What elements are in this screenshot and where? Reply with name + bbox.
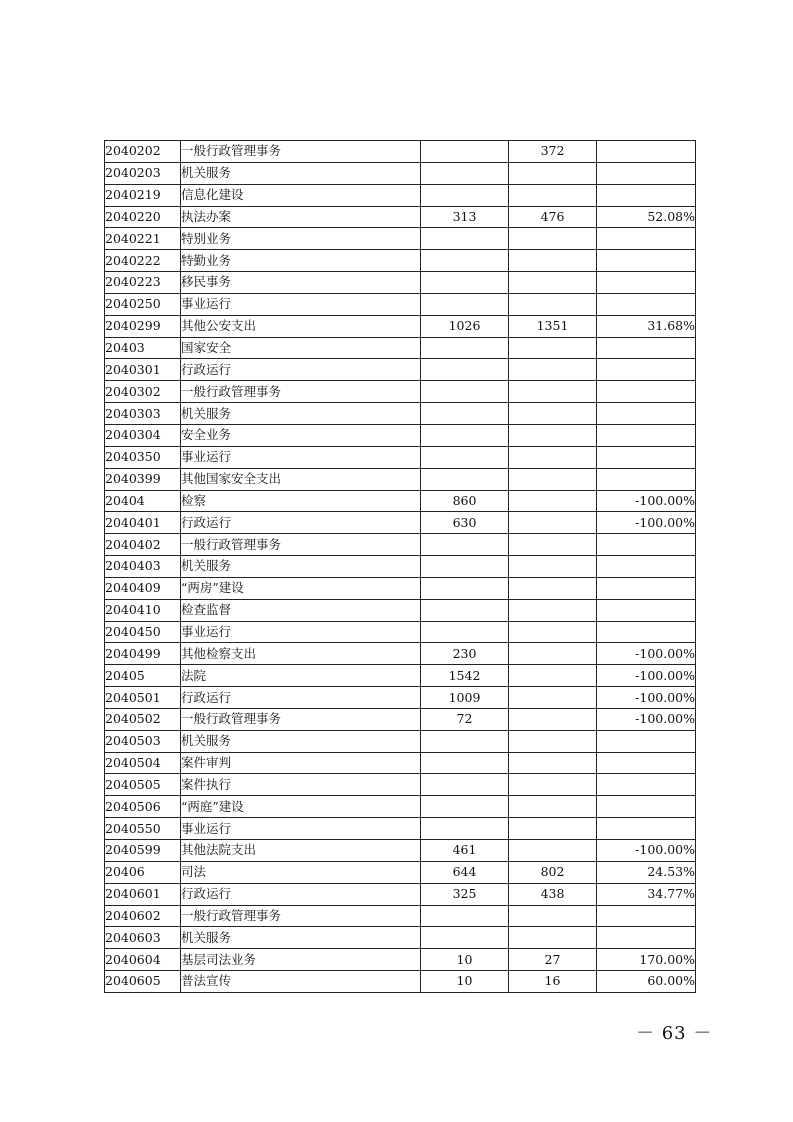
item-code-cell: 2040603 bbox=[105, 927, 181, 949]
table-row bbox=[105, 752, 696, 774]
item-name-cell: 司法 bbox=[181, 861, 421, 883]
change-rate-cell: -100.00% bbox=[597, 708, 696, 730]
prev-amount-cell bbox=[421, 556, 509, 578]
prev-amount-cell: 313 bbox=[421, 206, 509, 228]
item-code-cell: 2040219 bbox=[105, 184, 181, 206]
table-row bbox=[105, 293, 696, 315]
prev-amount-cell bbox=[421, 381, 509, 403]
table-row bbox=[105, 687, 696, 709]
current-amount-cell bbox=[509, 927, 597, 949]
table-row bbox=[105, 446, 696, 468]
change-rate-cell: 24.53% bbox=[597, 861, 696, 883]
change-rate-cell bbox=[597, 927, 696, 949]
prev-amount-cell bbox=[421, 446, 509, 468]
table-row bbox=[105, 643, 696, 665]
item-code-cell: 2040401 bbox=[105, 512, 181, 534]
change-rate-cell bbox=[597, 468, 696, 490]
item-name-cell: 检察 bbox=[181, 490, 421, 512]
table-row bbox=[105, 818, 696, 840]
table-row bbox=[105, 424, 696, 446]
change-rate-cell bbox=[597, 141, 696, 163]
table-row bbox=[105, 206, 696, 228]
table-row bbox=[105, 708, 696, 730]
prev-amount-cell bbox=[421, 621, 509, 643]
table-row bbox=[105, 905, 696, 927]
table-row bbox=[105, 381, 696, 403]
item-name-cell: 事业运行 bbox=[181, 293, 421, 315]
table-row bbox=[105, 621, 696, 643]
change-rate-cell bbox=[597, 184, 696, 206]
prev-amount-cell: 230 bbox=[421, 643, 509, 665]
item-code-cell: 20403 bbox=[105, 337, 181, 359]
current-amount-cell: 476 bbox=[509, 206, 597, 228]
prev-amount-cell bbox=[421, 468, 509, 490]
table-row bbox=[105, 184, 696, 206]
change-rate-cell bbox=[597, 359, 696, 381]
item-code-cell: 20406 bbox=[105, 861, 181, 883]
change-rate-cell bbox=[597, 293, 696, 315]
table-row bbox=[105, 162, 696, 184]
change-rate-cell bbox=[597, 818, 696, 840]
item-name-cell: 基层司法业务 bbox=[181, 949, 421, 971]
prev-amount-cell bbox=[421, 774, 509, 796]
item-name-cell: 执法办案 bbox=[181, 206, 421, 228]
item-code-cell: 2040399 bbox=[105, 468, 181, 490]
item-name-cell: 事业运行 bbox=[181, 621, 421, 643]
item-name-cell: 特别业务 bbox=[181, 228, 421, 250]
table-row bbox=[105, 971, 696, 993]
change-rate-cell bbox=[597, 534, 696, 556]
prev-amount-cell bbox=[421, 162, 509, 184]
change-rate-cell bbox=[597, 752, 696, 774]
item-code-cell: 2040450 bbox=[105, 621, 181, 643]
item-code-cell: 2040601 bbox=[105, 883, 181, 905]
change-rate-cell: -100.00% bbox=[597, 665, 696, 687]
prev-amount-cell bbox=[421, 424, 509, 446]
table-row bbox=[105, 577, 696, 599]
table-row bbox=[105, 774, 696, 796]
change-rate-cell bbox=[597, 621, 696, 643]
change-rate-cell bbox=[597, 381, 696, 403]
item-code-cell: 2040203 bbox=[105, 162, 181, 184]
current-amount-cell bbox=[509, 905, 597, 927]
item-name-cell: 一般行政管理事务 bbox=[181, 905, 421, 927]
table-row bbox=[105, 730, 696, 752]
current-amount-cell bbox=[509, 599, 597, 621]
item-name-cell: 行政运行 bbox=[181, 359, 421, 381]
prev-amount-cell bbox=[421, 337, 509, 359]
table-row bbox=[105, 272, 696, 294]
item-name-cell: 机关服务 bbox=[181, 927, 421, 949]
change-rate-cell bbox=[597, 272, 696, 294]
current-amount-cell bbox=[509, 490, 597, 512]
current-amount-cell bbox=[509, 840, 597, 862]
current-amount-cell bbox=[509, 359, 597, 381]
table-row bbox=[105, 599, 696, 621]
item-code-cell: 2040350 bbox=[105, 446, 181, 468]
prev-amount-cell bbox=[421, 905, 509, 927]
prev-amount-cell bbox=[421, 228, 509, 250]
item-code-cell: 2040499 bbox=[105, 643, 181, 665]
item-name-cell: 其他公安支出 bbox=[181, 315, 421, 337]
prev-amount-cell bbox=[421, 272, 509, 294]
table-row bbox=[105, 228, 696, 250]
item-name-cell: “两房”建设 bbox=[181, 577, 421, 599]
prev-amount-cell: 10 bbox=[421, 949, 509, 971]
current-amount-cell bbox=[509, 796, 597, 818]
table-row bbox=[105, 840, 696, 862]
prev-amount-cell: 10 bbox=[421, 971, 509, 993]
current-amount-cell bbox=[509, 184, 597, 206]
change-rate-cell bbox=[597, 730, 696, 752]
current-amount-cell bbox=[509, 162, 597, 184]
current-amount-cell bbox=[509, 577, 597, 599]
prev-amount-cell: 72 bbox=[421, 708, 509, 730]
budget-table bbox=[104, 140, 696, 993]
change-rate-cell bbox=[597, 162, 696, 184]
current-amount-cell: 802 bbox=[509, 861, 597, 883]
table-row bbox=[105, 403, 696, 425]
current-amount-cell bbox=[509, 752, 597, 774]
item-code-cell: 2040602 bbox=[105, 905, 181, 927]
item-name-cell: 案件审判 bbox=[181, 752, 421, 774]
current-amount-cell bbox=[509, 534, 597, 556]
item-code-cell: 2040222 bbox=[105, 250, 181, 272]
item-code-cell: 2040504 bbox=[105, 752, 181, 774]
item-code-cell: 2040221 bbox=[105, 228, 181, 250]
current-amount-cell bbox=[509, 272, 597, 294]
item-name-cell: 机关服务 bbox=[181, 730, 421, 752]
item-name-cell: 安全业务 bbox=[181, 424, 421, 446]
item-name-cell: 行政运行 bbox=[181, 883, 421, 905]
current-amount-cell bbox=[509, 293, 597, 315]
prev-amount-cell: 1026 bbox=[421, 315, 509, 337]
current-amount-cell bbox=[509, 228, 597, 250]
change-rate-cell: -100.00% bbox=[597, 490, 696, 512]
change-rate-cell: 34.77% bbox=[597, 883, 696, 905]
change-rate-cell bbox=[597, 250, 696, 272]
item-name-cell: 行政运行 bbox=[181, 512, 421, 534]
item-code-cell: 2040302 bbox=[105, 381, 181, 403]
prev-amount-cell: 325 bbox=[421, 883, 509, 905]
prev-amount-cell bbox=[421, 141, 509, 163]
item-name-cell: 事业运行 bbox=[181, 446, 421, 468]
item-name-cell: 信息化建设 bbox=[181, 184, 421, 206]
item-name-cell: 特勤业务 bbox=[181, 250, 421, 272]
current-amount-cell bbox=[509, 643, 597, 665]
table-body bbox=[105, 141, 696, 993]
item-name-cell: 机关服务 bbox=[181, 403, 421, 425]
table-row bbox=[105, 359, 696, 381]
prev-amount-cell bbox=[421, 403, 509, 425]
change-rate-cell: 52.08% bbox=[597, 206, 696, 228]
item-code-cell: 2040550 bbox=[105, 818, 181, 840]
change-rate-cell bbox=[597, 577, 696, 599]
item-code-cell: 2040410 bbox=[105, 599, 181, 621]
item-code-cell: 2040599 bbox=[105, 840, 181, 862]
change-rate-cell bbox=[597, 796, 696, 818]
prev-amount-cell bbox=[421, 359, 509, 381]
item-code-cell: 2040502 bbox=[105, 708, 181, 730]
item-name-cell: 其他法院支出 bbox=[181, 840, 421, 862]
current-amount-cell bbox=[509, 556, 597, 578]
change-rate-cell bbox=[597, 228, 696, 250]
change-rate-cell: 31.68% bbox=[597, 315, 696, 337]
item-code-cell: 2040605 bbox=[105, 971, 181, 993]
table-row bbox=[105, 556, 696, 578]
current-amount-cell: 372 bbox=[509, 141, 597, 163]
item-name-cell: 一般行政管理事务 bbox=[181, 381, 421, 403]
item-code-cell: 2040202 bbox=[105, 141, 181, 163]
item-name-cell: 移民事务 bbox=[181, 272, 421, 294]
item-code-cell: 2040303 bbox=[105, 403, 181, 425]
change-rate-cell bbox=[597, 905, 696, 927]
item-code-cell: 2040301 bbox=[105, 359, 181, 381]
prev-amount-cell: 461 bbox=[421, 840, 509, 862]
current-amount-cell bbox=[509, 250, 597, 272]
change-rate-cell bbox=[597, 446, 696, 468]
item-code-cell: 2040501 bbox=[105, 687, 181, 709]
current-amount-cell bbox=[509, 446, 597, 468]
item-code-cell: 2040220 bbox=[105, 206, 181, 228]
table-row bbox=[105, 949, 696, 971]
item-code-cell: 2040223 bbox=[105, 272, 181, 294]
current-amount-cell bbox=[509, 730, 597, 752]
item-code-cell: 2040506 bbox=[105, 796, 181, 818]
prev-amount-cell bbox=[421, 599, 509, 621]
item-code-cell: 2040604 bbox=[105, 949, 181, 971]
current-amount-cell: 16 bbox=[509, 971, 597, 993]
change-rate-cell: 60.00% bbox=[597, 971, 696, 993]
current-amount-cell bbox=[509, 818, 597, 840]
item-code-cell: 2040250 bbox=[105, 293, 181, 315]
item-code-cell: 2040409 bbox=[105, 577, 181, 599]
item-name-cell: 案件执行 bbox=[181, 774, 421, 796]
current-amount-cell bbox=[509, 403, 597, 425]
prev-amount-cell bbox=[421, 796, 509, 818]
prev-amount-cell: 860 bbox=[421, 490, 509, 512]
prev-amount-cell bbox=[421, 250, 509, 272]
item-name-cell: 事业运行 bbox=[181, 818, 421, 840]
item-name-cell: 机关服务 bbox=[181, 162, 421, 184]
prev-amount-cell bbox=[421, 730, 509, 752]
table-row bbox=[105, 512, 696, 534]
current-amount-cell bbox=[509, 468, 597, 490]
change-rate-cell bbox=[597, 599, 696, 621]
table-row bbox=[105, 468, 696, 490]
table-row bbox=[105, 796, 696, 818]
prev-amount-cell: 1542 bbox=[421, 665, 509, 687]
current-amount-cell bbox=[509, 424, 597, 446]
current-amount-cell bbox=[509, 512, 597, 534]
item-name-cell: 检查监督 bbox=[181, 599, 421, 621]
prev-amount-cell bbox=[421, 818, 509, 840]
page-number: － 63 － bbox=[636, 1023, 713, 1044]
prev-amount-cell: 630 bbox=[421, 512, 509, 534]
table-row bbox=[105, 883, 696, 905]
change-rate-cell: -100.00% bbox=[597, 643, 696, 665]
current-amount-cell bbox=[509, 621, 597, 643]
current-amount-cell bbox=[509, 708, 597, 730]
item-code-cell: 20405 bbox=[105, 665, 181, 687]
change-rate-cell: -100.00% bbox=[597, 840, 696, 862]
change-rate-cell: 170.00% bbox=[597, 949, 696, 971]
prev-amount-cell: 1009 bbox=[421, 687, 509, 709]
prev-amount-cell: 644 bbox=[421, 861, 509, 883]
current-amount-cell bbox=[509, 381, 597, 403]
item-name-cell: 一般行政管理事务 bbox=[181, 141, 421, 163]
prev-amount-cell bbox=[421, 184, 509, 206]
current-amount-cell bbox=[509, 774, 597, 796]
table-row bbox=[105, 534, 696, 556]
prev-amount-cell bbox=[421, 534, 509, 556]
prev-amount-cell bbox=[421, 927, 509, 949]
table-row bbox=[105, 927, 696, 949]
item-name-cell: 其他国家安全支出 bbox=[181, 468, 421, 490]
current-amount-cell: 27 bbox=[509, 949, 597, 971]
item-code-cell: 2040503 bbox=[105, 730, 181, 752]
table-row bbox=[105, 141, 696, 163]
current-amount-cell bbox=[509, 337, 597, 359]
prev-amount-cell bbox=[421, 752, 509, 774]
current-amount-cell: 1351 bbox=[509, 315, 597, 337]
change-rate-cell bbox=[597, 774, 696, 796]
current-amount-cell: 438 bbox=[509, 883, 597, 905]
current-amount-cell bbox=[509, 665, 597, 687]
item-code-cell: 2040299 bbox=[105, 315, 181, 337]
table-row bbox=[105, 337, 696, 359]
table-row bbox=[105, 315, 696, 337]
item-code-cell: 2040505 bbox=[105, 774, 181, 796]
change-rate-cell bbox=[597, 424, 696, 446]
item-name-cell: “两庭”建设 bbox=[181, 796, 421, 818]
item-name-cell: 普法宣传 bbox=[181, 971, 421, 993]
prev-amount-cell bbox=[421, 293, 509, 315]
item-code-cell: 20404 bbox=[105, 490, 181, 512]
current-amount-cell bbox=[509, 687, 597, 709]
item-code-cell: 2040304 bbox=[105, 424, 181, 446]
change-rate-cell: -100.00% bbox=[597, 687, 696, 709]
item-name-cell: 国家安全 bbox=[181, 337, 421, 359]
table-row bbox=[105, 665, 696, 687]
change-rate-cell bbox=[597, 556, 696, 578]
change-rate-cell bbox=[597, 403, 696, 425]
change-rate-cell: -100.00% bbox=[597, 512, 696, 534]
table-row bbox=[105, 490, 696, 512]
item-name-cell: 机关服务 bbox=[181, 556, 421, 578]
prev-amount-cell bbox=[421, 577, 509, 599]
item-name-cell: 一般行政管理事务 bbox=[181, 708, 421, 730]
item-code-cell: 2040402 bbox=[105, 534, 181, 556]
item-name-cell: 法院 bbox=[181, 665, 421, 687]
item-name-cell: 一般行政管理事务 bbox=[181, 534, 421, 556]
change-rate-cell bbox=[597, 337, 696, 359]
table-row bbox=[105, 861, 696, 883]
table-row bbox=[105, 250, 696, 272]
item-name-cell: 行政运行 bbox=[181, 687, 421, 709]
item-code-cell: 2040403 bbox=[105, 556, 181, 578]
item-name-cell: 其他检察支出 bbox=[181, 643, 421, 665]
